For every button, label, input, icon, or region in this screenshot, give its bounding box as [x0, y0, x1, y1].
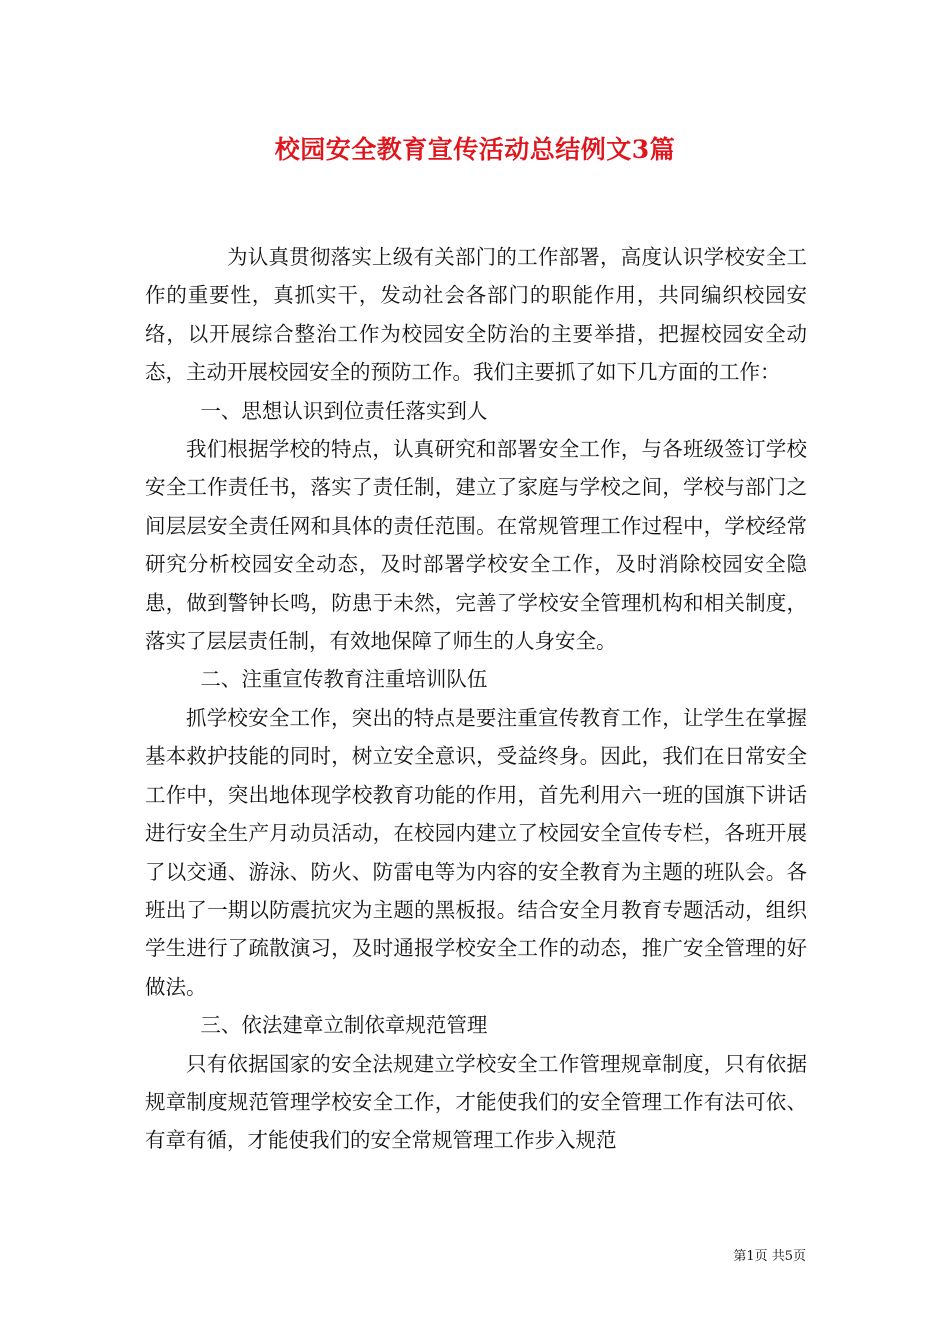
intro-paragraph: 为认真贯彻落实上级有关部门的工作部署，高度认识学校安全工作的重要性，真抓实干，发动社会各部门的职能作用，共同编织校园安络，以开展综合整治工作为校园安全防治的主要举措，把握校园安全动态，主动开展校园安全的预防工作。我们主要抓了如下几方面的工作： [145, 245, 807, 385]
section-heading-3: 三、依法建章立制依章规范管理 [200, 1013, 488, 1038]
section-heading-2: 二、注重宣传教育注重培训队伍 [200, 667, 488, 692]
document-body [145, 238, 807, 1160]
section-paragraph-2: 抓学校安全工作，突出的特点是要注重宣传教育工作，让学生在掌握基本救护技能的同时，树立安全意识，受益终身。因此，我们在日常安全工作中，突出地体现学校教育功能的作用，首先利用六一班的国旗下讲话进行安全生产月动员活动，在校园内建立了校园安全宣传专栏，各班开展了以交通、游泳、防火、防雷电等为内容的安全教育为主题的班队会。各班出了一期以防震抗灾为主题的黑板报。结合安全月教育专题活动，组织学生进行了疏散演习，及时通报学校安全工作的动态，推广安全管理的好做法。 [145, 705, 807, 999]
section-heading-1: 一、思想认识到位责任落实到人 [200, 398, 488, 423]
section-paragraph-3: 只有依据国家的安全法规建立学校安全工作管理规章制度，只有依据规章制度规范管理学校安全工作，才能使我们的安全管理工作有法可依、有章有循，才能使我们的安全常规管理工作步入规范 [145, 1051, 807, 1153]
section-paragraph-1: 我们根据学校的特点，认真研究和部署安全工作，与各班级签订学校安全工作责任书，落实了责任制，建立了家庭与学校之间，学校与部门之间层层安全责任网和具体的责任范围。在常规管理工作过程中，学校经常研究分析校园安全动态，及时部署学校安全工作，及时消除校园安全隐患，做到警钟长鸣，防患于未然，完善了学校安全管理机构和相关制度，落实了层层责任制，有效地保障了师生的人身安全。 [145, 437, 807, 654]
document-title: 校园安全教育宣传活动总结例文3篇 [274, 135, 676, 164]
page-number-footer: 第1页 共5页 [733, 1249, 806, 1264]
